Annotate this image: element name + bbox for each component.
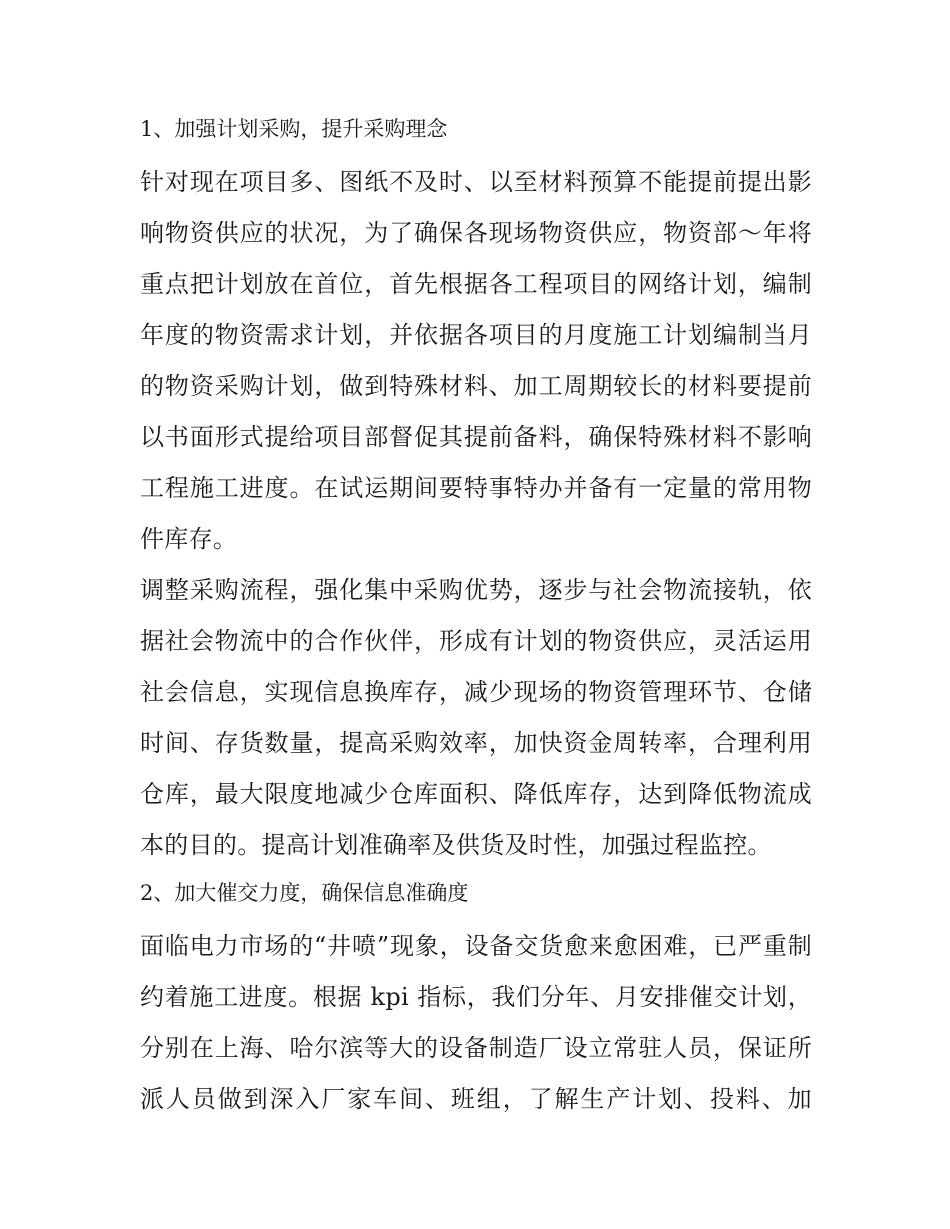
paragraph-line: 年度的物资需求计划，并依据各项目的月度施工计划编制当月 <box>140 321 812 349</box>
paragraph-line: 派人员做到深入厂家车间、班组，了解生产计划、投料、加 <box>140 1085 812 1113</box>
paragraph-line: 时间、存货数量，提高采购效率，加快资金周转率，合理利用 <box>140 729 812 757</box>
paragraph-line: 重点把计划放在首位，首先根据各工程项目的网络计划，编制 <box>140 270 812 298</box>
paragraph-line: 调整采购流程，强化集中采购优势，逐步与社会物流接轨，依 <box>140 576 812 604</box>
paragraph-line: 件库存。 <box>140 525 238 553</box>
paragraph-line: 面临电力市场的“井喷”现象，设备交货愈来愈困难，已严重制 <box>140 932 812 960</box>
paragraph-line: 本的目的。提高计划准确率及供货及时性，加强过程监控。 <box>140 831 772 859</box>
paragraph-line: 仓库，最大限度地减少仓库面积、降低库存，达到降低物流成 <box>140 780 812 808</box>
section-2-heading: 2、加大催交力度，确保信息准确度 <box>140 881 469 905</box>
paragraph-line: 以书面形式提给项目部督促其提前备料，确保特殊材料不影响 <box>140 423 812 451</box>
paragraph-line: 据社会物流中的合作伙伴，形成有计划的物资供应，灵活运用 <box>140 627 812 655</box>
paragraph-line: 工程施工进度。在试运期间要特事特办并备有一定量的常用物 <box>140 474 812 502</box>
section-1-heading: 1、加强计划采购，提升采购理念 <box>140 117 448 141</box>
paragraph-line: 的物资采购计划，做到特殊材料、加工周期较长的材料要提前 <box>140 372 812 400</box>
paragraph-line: 分别在上海、哈尔滨等大的设备制造厂设立常驻人员，保证所 <box>140 1034 812 1062</box>
section-1-paragraph-2 <box>140 565 812 871</box>
paragraph-line: 响物资供应的状况，为了确保各现场物资供应，物资部～年将 <box>140 219 812 247</box>
paragraph-line: 约着施工进度。根据 kpi 指标，我们分年、月安排催交计划， <box>140 983 812 1011</box>
section-2-paragraph-1 <box>140 921 812 1125</box>
paragraph-line: 针对现在项目多、图纸不及时、以至材料预算不能提前提出影 <box>140 168 812 196</box>
section-1-paragraph-1 <box>140 157 812 565</box>
paragraph-line: 社会信息，实现信息换库存，减少现场的物资管理环节、仓储 <box>140 678 812 706</box>
document-body <box>140 107 812 1125</box>
